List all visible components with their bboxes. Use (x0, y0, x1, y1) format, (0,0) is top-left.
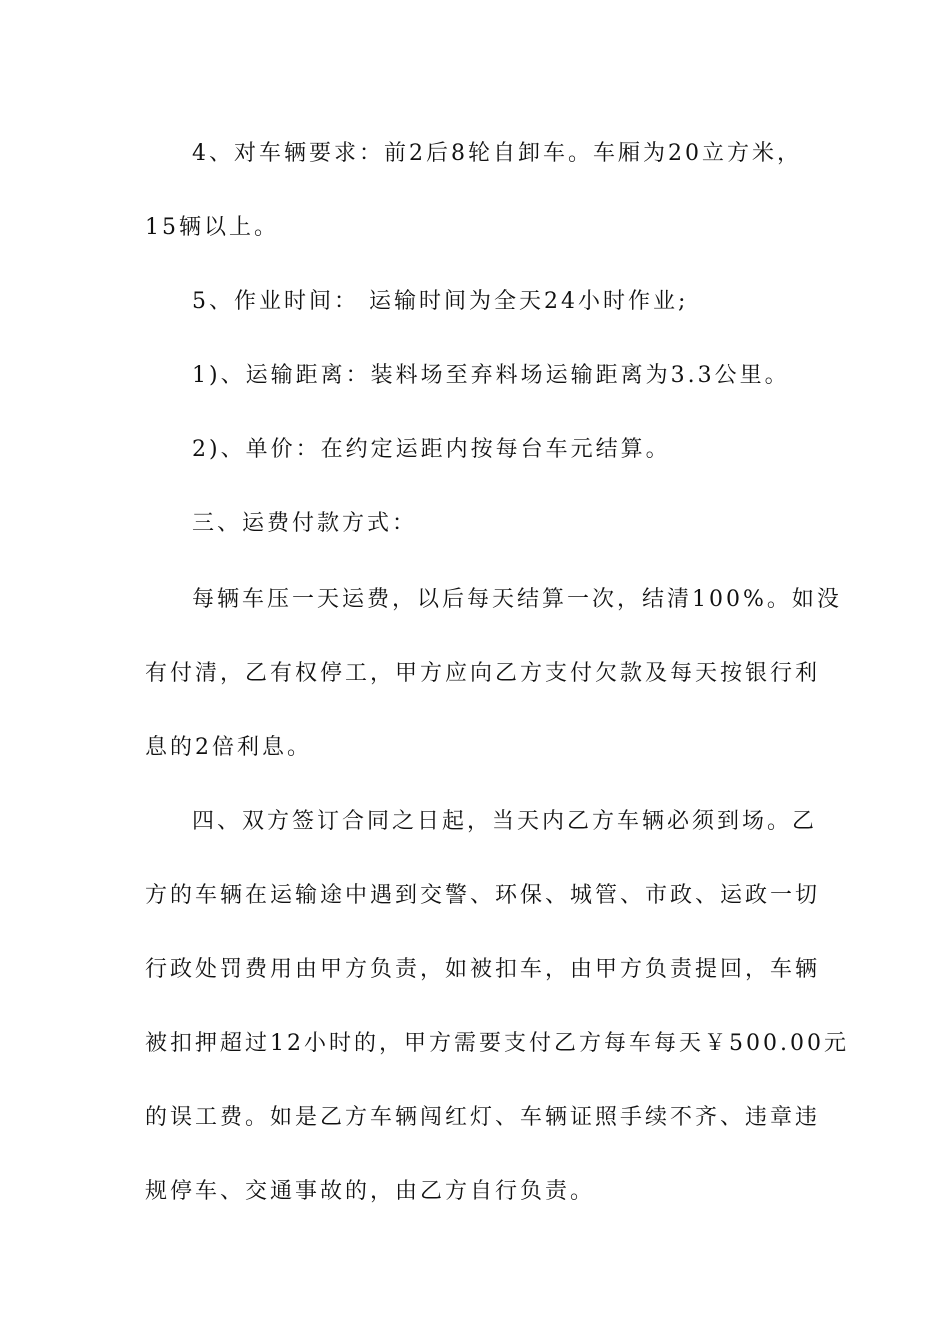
payment-paragraph-line-3: 息的2倍利息。 (145, 735, 312, 760)
section-3-heading: 三、运费付款方式： (192, 511, 418, 536)
requirement-5-line: 5、作业时间： 运输时间为全天24小时作业; (192, 289, 689, 314)
requirement-4-line-2: 15辆以上。 (145, 215, 279, 240)
section-4-line-4: 被扣押超过12小时的，甲方需要支付乙方每车每天￥500.00元 (145, 1031, 849, 1056)
section-4-line-1: 四、双方签订合同之日起，当天内乙方车辆必须到场。乙 (192, 809, 818, 834)
distance-line: 1)、运输距离：装料场至弃料场运输距离为3.3公里。 (192, 363, 790, 388)
section-4-line-2: 方的车辆在运输途中遇到交警、环保、城管、市政、运政一切 (145, 883, 821, 908)
unit-price-line: 2)、单价：在约定运距内按每台车元结算。 (192, 437, 671, 462)
section-4-line-3: 行政处罚费用由甲方负责，如被扣车，由甲方负责提回，车辆 (145, 957, 821, 982)
section-4-line-5: 的误工费。如是乙方车辆闯红灯、车辆证照手续不齐、违章违 (145, 1105, 821, 1130)
payment-paragraph-line-1: 每辆车压一天运费，以后每天结算一次，结清100%。如没 (192, 587, 842, 612)
payment-paragraph-line-2: 有付清，乙有权停工，甲方应向乙方支付欠款及每天按银行利 (145, 661, 821, 686)
section-4-line-6: 规停车、交通事故的，由乙方自行负责。 (145, 1179, 596, 1204)
requirement-4-line-1: 4、对车辆要求：前2后8轮自卸车。车厢为20立方米， (192, 141, 802, 166)
